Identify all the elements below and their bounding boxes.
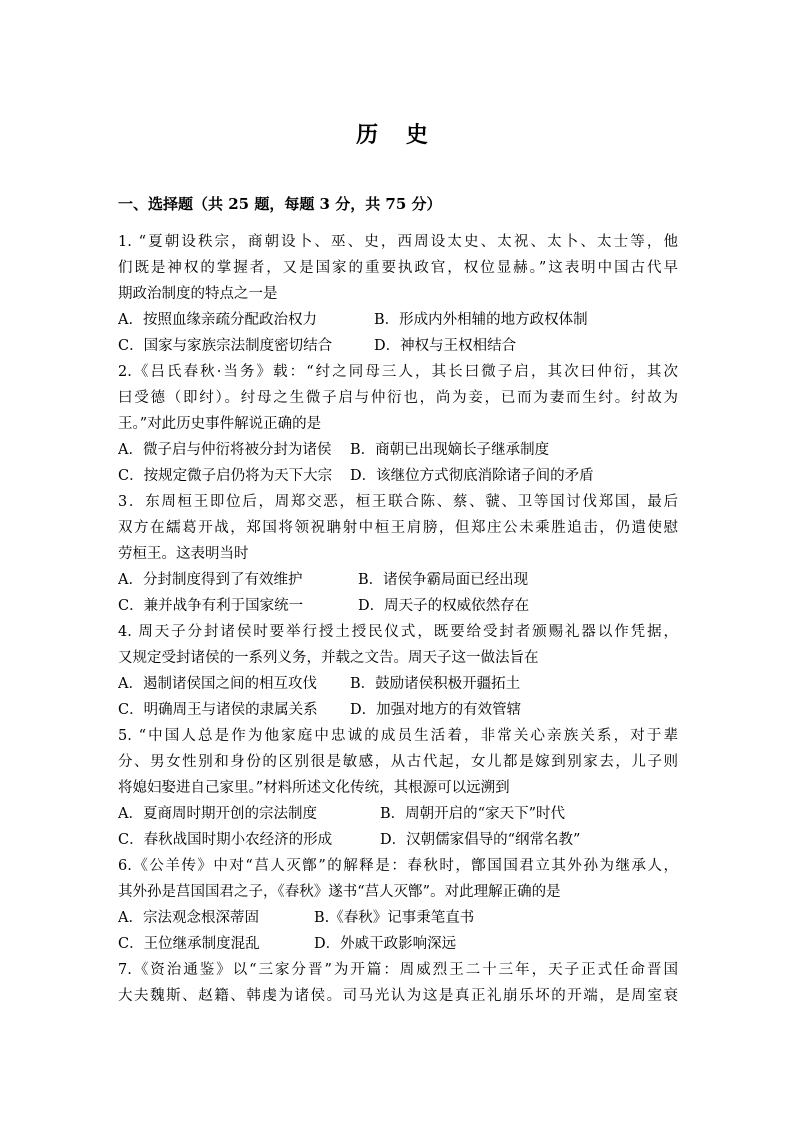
option-row [118,827,678,853]
option-c[interactable]: C．明确周王与诸侯的隶属关系 [118,702,318,718]
option-row [118,671,678,697]
question-text-line: 其外孙是莒国国君之子，《春秋》遂书“莒人灭鄫”。对此理解正确的是 [118,884,561,900]
question-text-line: 2.《吕氏春秋·当务》载：“纣之同母三人，其长曰微子启，其次曰仲衍，其次 [118,364,678,380]
question-text-line: 1. “夏朝设秩宗，商朝设卜、巫、史，西周设太史、太祝、太卜、太士等，他 [118,234,678,250]
question-text-line: 又规定受封诸侯的一系列义务，并载之文告。周天子这一做法旨在 [118,650,539,666]
question-3 [118,489,678,619]
option-row [118,333,678,359]
option-a[interactable]: A．按照血缘亲疏分配政治权力 [118,312,317,328]
question-text-line: 4. 周天子分封诸侯时要举行授土授民仪式，既要给受封者颁赐礼器以作凭据， [118,624,678,640]
option-b[interactable]: B．鼓励诸侯积极开疆拓土 [350,676,521,692]
question-text-line: 分、男女性别和身份的区别很是敏感，从古代起，女儿都是嫁到别家去，儿子则 [118,754,678,770]
option-c[interactable]: C．国家与家族宗法制度密切结合 [118,338,333,354]
question-text-line: 将媳妇娶进自己家里。”材料所述文化传统，其根源可以远溯到 [118,780,510,796]
option-row [118,437,678,463]
question-text-line: 期政治制度的特点之一是 [118,286,278,302]
question-2 [118,359,678,489]
question-text-line: 劳桓王。这表明当时 [118,546,249,562]
option-row [118,931,678,957]
option-row [118,905,678,931]
option-b[interactable]: B.《春秋》记事秉笔直书 [314,910,475,926]
question-text-line: 王。”对此历史事件解说正确的是 [118,416,322,432]
option-b[interactable]: B．诸侯争霸局面已经出现 [358,572,529,588]
option-c[interactable]: C．春秋战国时期小农经济的形成 [118,832,333,848]
option-d[interactable]: D．神权与王权相结合 [374,338,517,354]
option-a[interactable]: A．宗法观念根深蒂固 [118,910,259,926]
option-b[interactable]: B．商朝已出现嫡长子继承制度 [350,442,550,458]
option-b[interactable]: B．周朝开启的“家天下”时代 [380,806,565,822]
option-c[interactable]: C．兼并战争有利于国家统一 [118,598,304,614]
option-d[interactable]: D．加强对地方的有效管辖 [350,702,522,718]
option-row [118,307,678,333]
question-text-line: 们既是神权的掌握者，又是国家的重要执政官，权位显赫。”这表明中国古代早 [118,260,678,276]
option-d[interactable]: D．周天子的权威依然存在 [358,598,530,614]
option-row [118,801,678,827]
option-row [118,593,678,619]
option-a[interactable]: A．遏制诸侯国之间的相互攻伐 [118,676,317,692]
section-heading: 一、选择题（共 25 题，每题 3 分，共 75 分） [118,195,442,213]
question-text-line: 7.《资治通鉴》以“三家分晋”为开篇：周威烈王二十三年，天子正式任命晋国 [118,962,678,978]
page-title: 历 史 [356,122,438,148]
question-text-line: 曰受德（即纣）。纣母之生微子启与仲衍也，尚为妾，已而为妻而生纣。纣故为 [118,390,678,406]
option-a[interactable]: A．夏商周时期开创的宗法制度 [118,806,317,822]
question-text-line: 3．东周桓王即位后，周郑交恶，桓王联合陈、蔡、虢、卫等国讨伐郑国，最后 [118,494,678,510]
question-text-line: 双方在繻葛开战，郑国将领祝聃射中桓王肩膀，但郑庄公未乘胜追击，仍遣使慰 [118,520,678,536]
question-text-line: 5. “中国人总是作为他家庭中忠诚的成员生活着，非常关心亲族关系，对于辈 [118,728,678,744]
option-row [118,463,678,489]
option-d[interactable]: D．汉朝儒家倡导的“纲常名教” [380,832,581,848]
question-5 [118,723,678,853]
question-text-line: 6.《公羊传》中对“莒人灭鄫”的解释是：春秋时，鄫国国君立其外孙为继承人， [118,858,678,874]
question-text-line: 大夫魏斯、赵籍、韩虔为诸侯。司马光认为这是真正礼崩乐坏的开端，是周室衰 [118,988,678,1004]
option-a[interactable]: A．分封制度得到了有效维护 [118,572,303,588]
question-6 [118,853,678,957]
question-4 [118,619,678,723]
question-list [118,229,678,1009]
option-row [118,567,678,593]
question-7 [118,957,678,1009]
question-1 [118,229,678,359]
option-row [118,697,678,723]
option-d[interactable]: D．该继位方式彻底消除诸子间的矛盾 [350,468,594,484]
option-c[interactable]: C．按规定微子启仍将为天下大宗 [118,468,333,484]
option-b[interactable]: B．形成内外相辅的地方政权体制 [374,312,588,328]
option-c[interactable]: C．王位继承制度混乱 [118,936,260,952]
option-a[interactable]: A．微子启与仲衍将被分封为诸侯 [118,442,332,458]
option-d[interactable]: D．外戚干政影响深远 [314,936,457,952]
